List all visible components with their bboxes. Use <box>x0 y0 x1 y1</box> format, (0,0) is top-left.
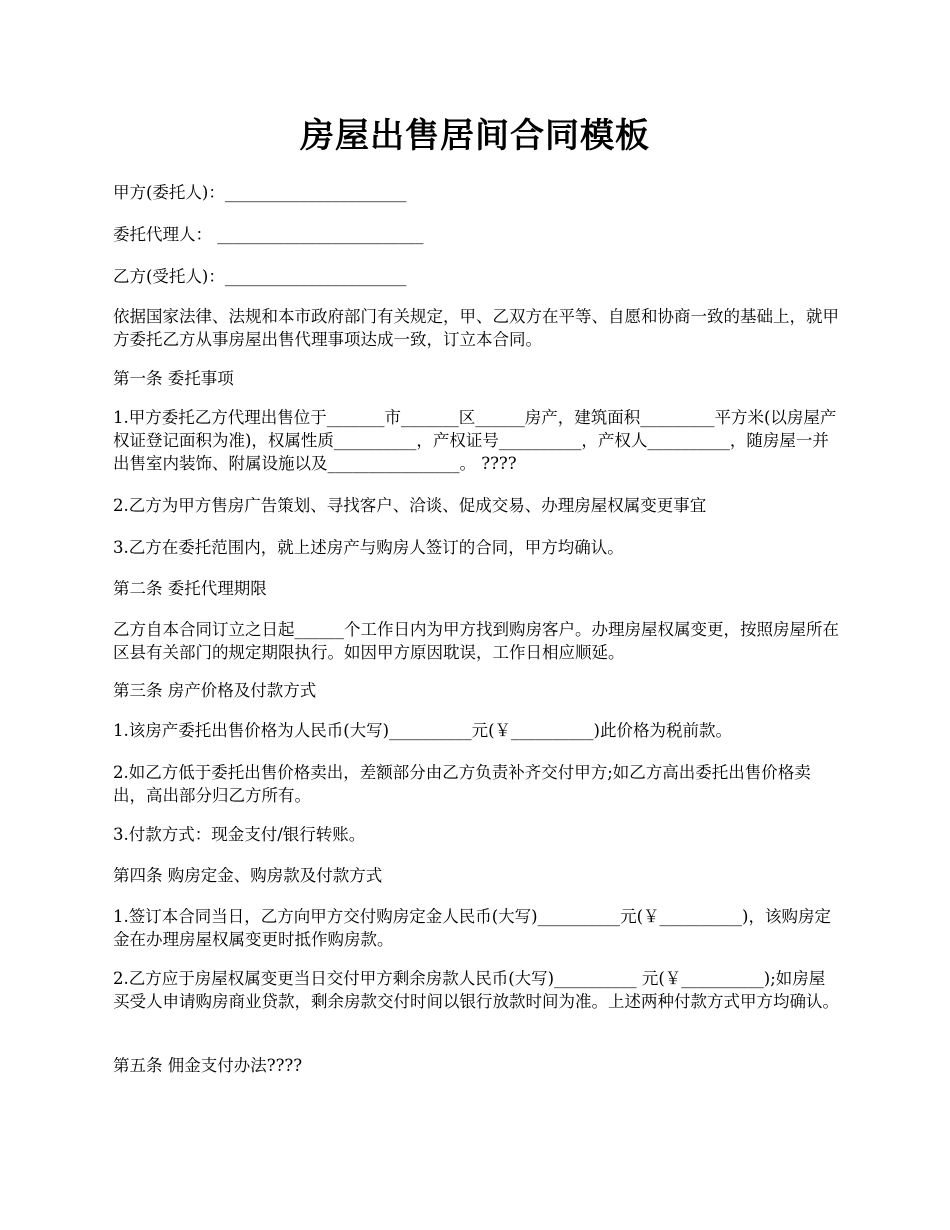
article-4-heading: 第四条 购房定金、购房款及付款方式 <box>113 866 383 885</box>
article-5-heading: 第五条 佣金支付办法???? <box>113 1056 303 1075</box>
party-b-line: 乙方(受托人)：______________________ <box>113 267 407 286</box>
article-4-clause-1: 1.签订本合同当日，乙方向甲方交付购房定金人民币(大写)__________元(￥__________)，该购房定金在办理房屋权属变更时抵作购房款。 <box>113 907 831 949</box>
article-3-clause-3: 3.付款方式：现金支付/银行转账。 <box>113 825 366 844</box>
article-2-clause: 乙方自本合同订立之日起______个工作日内为甲方找到购房客户。办理房屋权属变更，按照房屋所在区县有关部门的规定期限执行。如因甲方原因耽误，工作日相应顺延。 <box>113 620 839 662</box>
document-title: 房屋出售居间合同模板 <box>300 116 650 156</box>
article-3-clause-2: 2.如乙方低于委托出售价格卖出，差额部分由乙方负责补齐交付甲方;如乙方高出委托出售价格卖出，高出部分归乙方所有。 <box>113 763 811 805</box>
article-1-clause-1: 1.甲方委托乙方代理出售位于_______市_______区______房产，建筑面积_________平方米(以房屋产权证登记面积为准)，权属性质__________，产权证号__________，产权人__________，随房屋一并出售室内装饰、附属设施以及________________。 ???? <box>113 408 837 473</box>
party-a-line: 甲方(委托人)：______________________ <box>113 183 407 202</box>
article-3-heading: 第三条 房产价格及付款方式 <box>113 681 317 700</box>
article-1-heading: 第一条 委托事项 <box>113 369 234 388</box>
article-4-clause-2: 2.乙方应于房屋权属变更当日交付甲方剩余房款人民币(大写)__________ 元(￥__________);如房屋买受人申请购房商业贷款，剩余房款交付时间以银行放款时间为准。上述两种付款方式甲方均确认。 <box>113 969 839 1011</box>
preamble-paragraph: 依据国家法律、法规和本市政府部门有关规定，甲、乙双方在平等、自愿和协商一致的基础上，就甲方委托乙方从事房屋出售代理事项达成一致，订立本合同。 <box>113 307 839 349</box>
article-2-heading: 第二条 委托代理期限 <box>113 579 267 598</box>
article-3-clause-1: 1.该房产委托出售价格为人民币(大写)__________元(￥__________)此价格为税前款。 <box>113 721 732 740</box>
agent-line: 委托代理人： _________________________ <box>113 225 424 244</box>
article-1-clause-3: 3.乙方在委托范围内，就上述房产与购房人签订的合同，甲方均确认。 <box>113 538 624 557</box>
article-1-clause-2: 2.乙方为甲方售房广告策划、寻找客户、洽谈、促成交易、办理房屋权属变更事宜 <box>113 496 707 515</box>
